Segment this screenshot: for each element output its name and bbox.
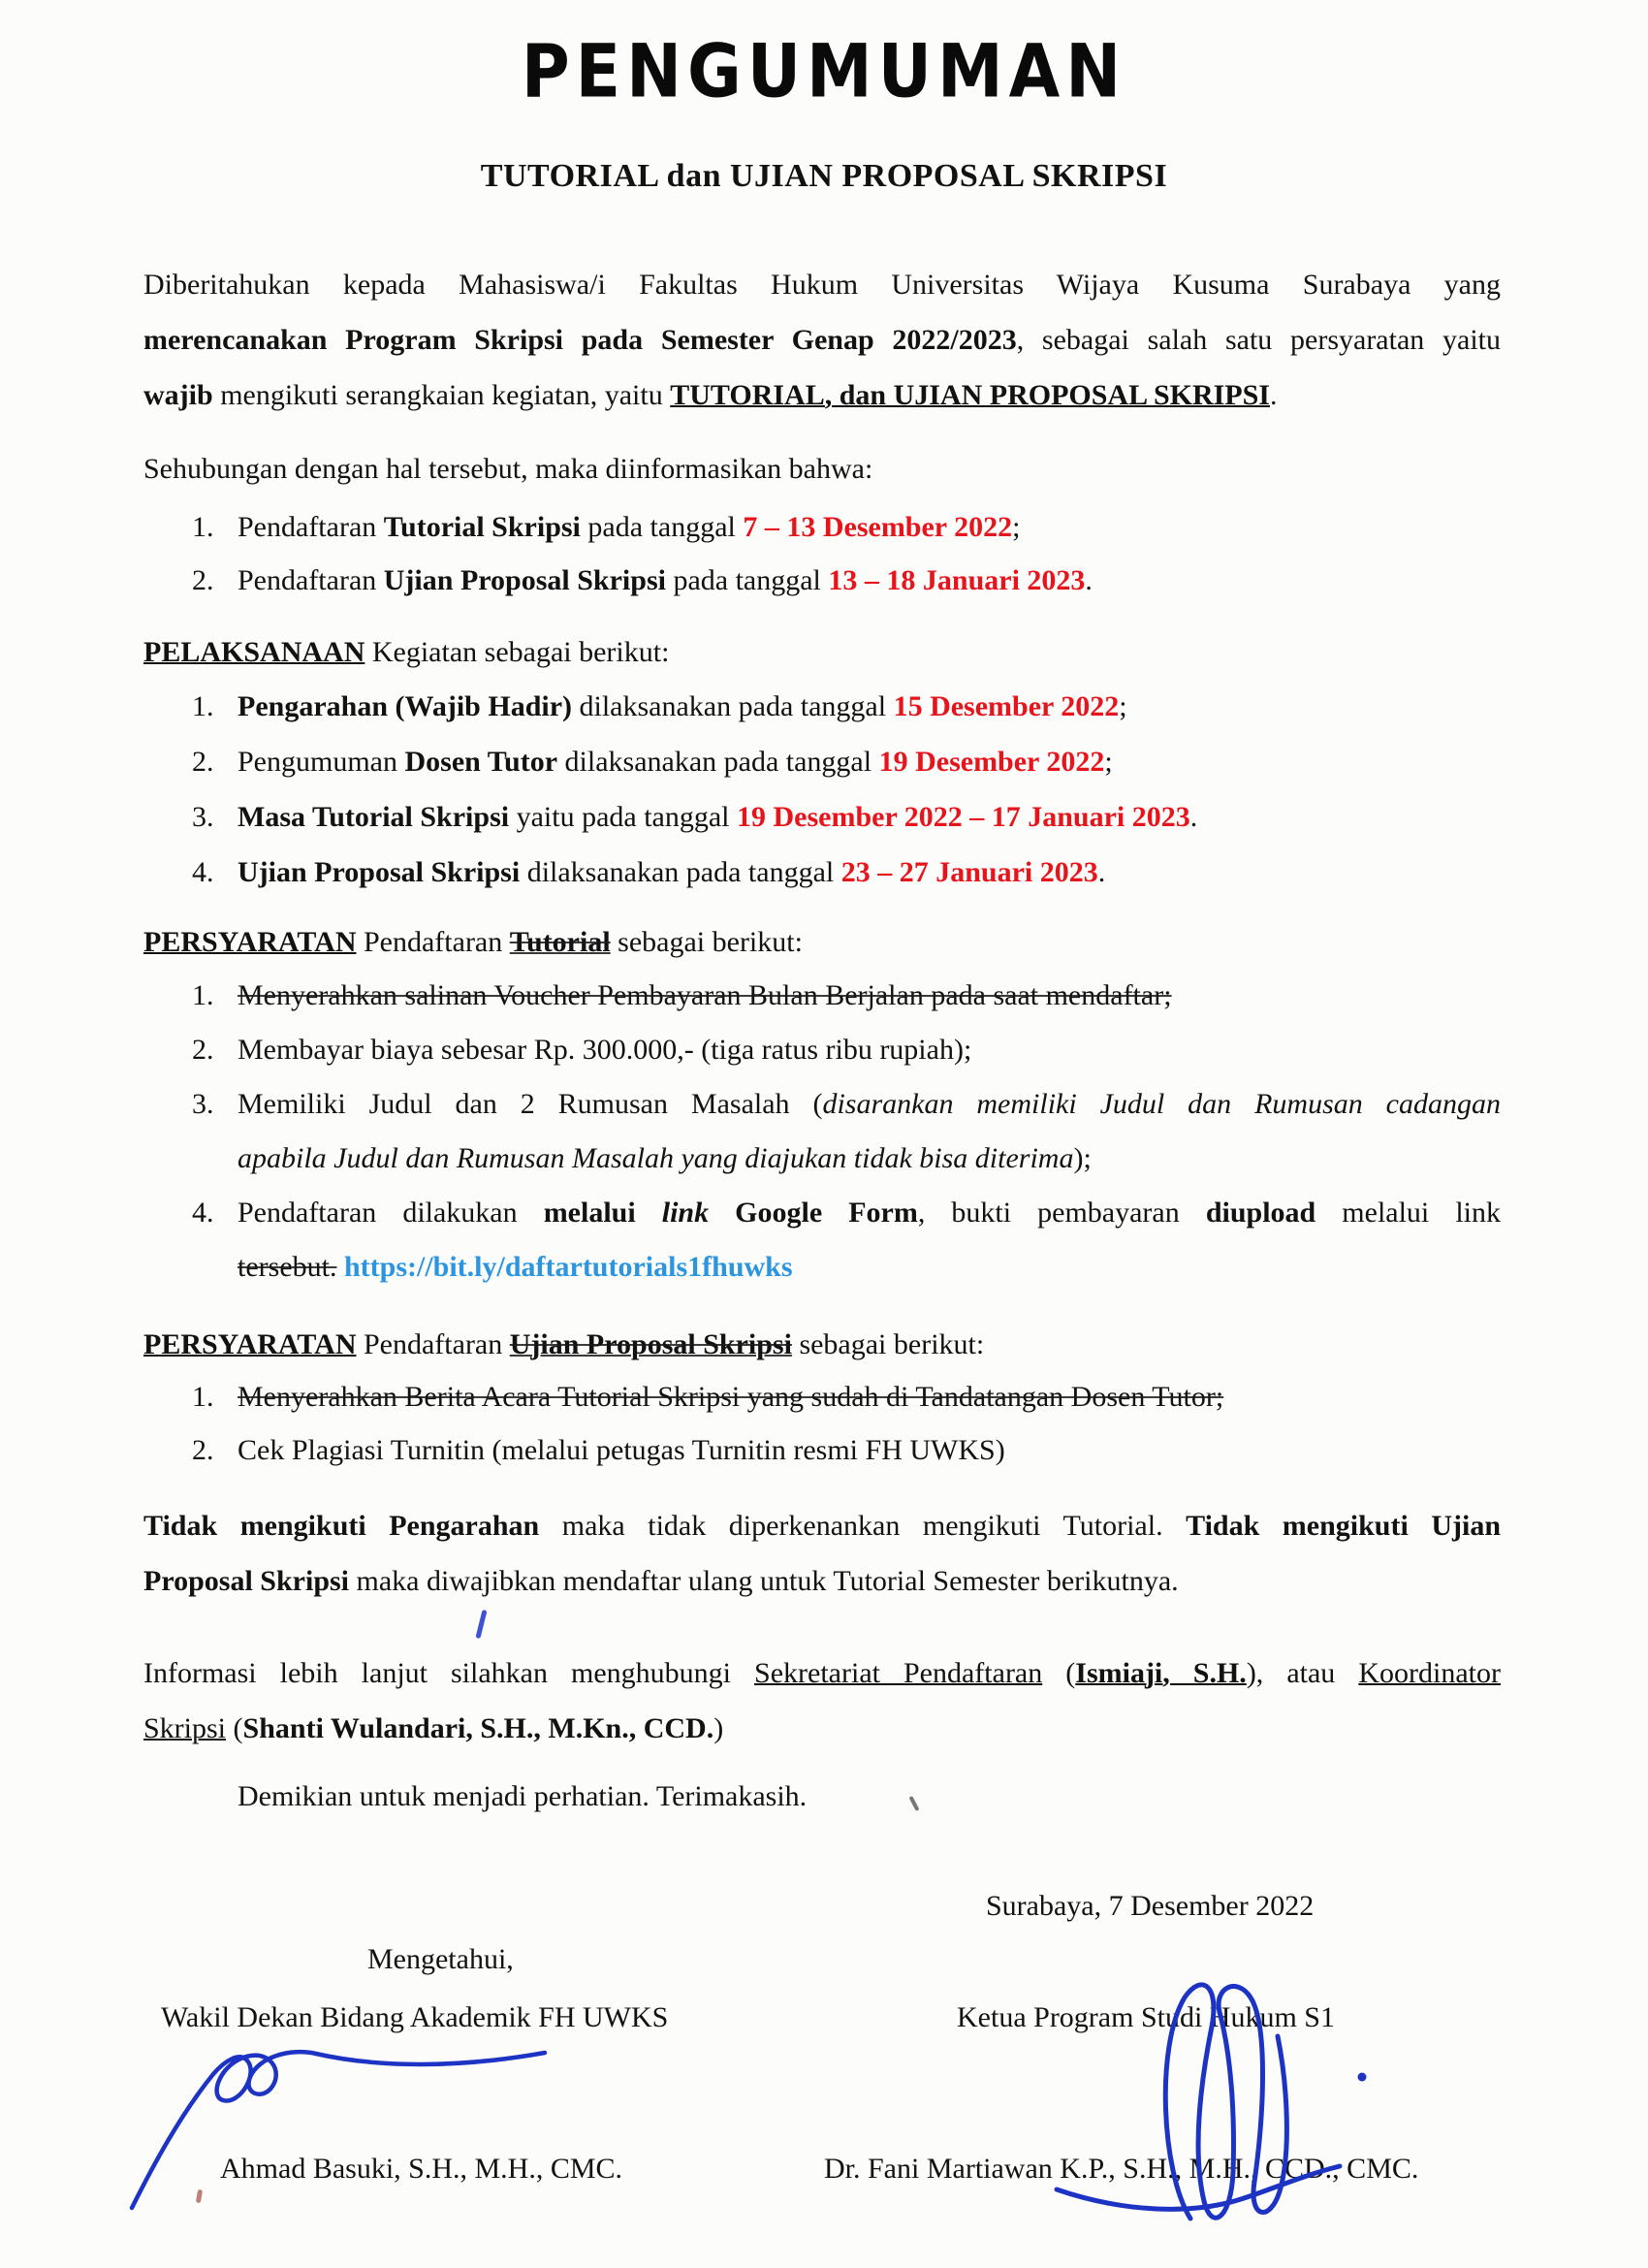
text-line [143,915,1501,969]
persyaratan-ujian-list [143,1370,1501,1477]
text-segment: , bukti pembayaran [917,1197,1206,1229]
list-item-text [238,500,1501,554]
text-segment: Proposal Skripsi [143,1565,350,1597]
list-item [143,1023,1501,1077]
place-date: Surabaya, 7 Desember 2022 [986,1890,1315,1922]
text-segment: PERSYARATAN [143,926,357,958]
text-segment: pada tanggal [665,564,829,596]
text-line [238,1240,1501,1294]
text-segment: diupload [1205,1197,1316,1229]
blue-pen-tick [475,1610,487,1639]
text-line [238,500,1501,554]
text-segment: mengikuti serangkaian kegiatan, yaitu [212,379,671,411]
text-segment: Kegiatan sebagai berikut: [364,636,670,668]
list-marker: 4. [192,856,214,888]
text-segment: 19 Desember 2022 [878,746,1105,778]
text-segment: dilaksanakan pada tanggal [572,690,894,722]
text-segment: ), atau [1246,1657,1359,1689]
list-item-text [238,1186,1501,1294]
text-segment: disarankan memiliki Judul dan Rumusan cadangan [822,1088,1501,1120]
intro-paragraph [143,257,1501,423]
text-segment [336,1251,344,1283]
text-segment: Demikian untuk menjadi perhatian. Terimakasih. [238,1780,808,1812]
list-item [143,734,1501,789]
text-segment: ( [1042,1657,1076,1689]
list-item [143,1077,1501,1186]
text-segment: Sekretariat Pendaftaran [754,1657,1043,1689]
registration-link[interactable]: https://bit.ly/daftartutorials1fhuwks [343,1251,793,1283]
text-segment: Masa Tutorial Skripsi [238,801,510,833]
list-item-text [238,734,1501,789]
text-line [238,1423,1501,1477]
text-segment: yaitu pada tanggal [509,801,737,833]
mengetahui-label: Mengetahui, [367,1943,514,1975]
list-item-text [238,1370,1501,1423]
text-segment: maka tidak diperkenankan mengikuti Tutorial. [539,1510,1187,1542]
persyaratan-tutorial-list [143,969,1501,1294]
text-segment: PERSYARATAN [143,1328,357,1360]
text-segment: melalui [543,1197,662,1229]
text-line [143,312,1501,367]
text-segment: Pendaftaran [356,1328,510,1360]
text-segment: tersebut. [238,1251,337,1283]
text-segment: Dosen Tutor [404,746,558,778]
text-segment: Pengarahan (Wajib Hadir) [238,690,573,722]
pelaksanaan-heading [143,625,1501,679]
text-line [238,845,1501,900]
closing-paragraph [238,1770,1498,1823]
text-segment: Sehubungan dengan hal tersebut, maka diinformasikan bahwa: [143,453,873,485]
text-segment: ) [713,1712,724,1744]
text-segment: 7 – 13 Desember 2022 [743,511,1013,543]
text-line [238,969,1501,1023]
text-segment: Tutorial [509,926,611,958]
text-segment: dilaksanakan pada tanggal [520,856,841,888]
list-marker: 3. [192,801,214,833]
list-marker: 1. [192,1381,214,1413]
text-segment: pada tanggal [580,511,744,543]
list-item-text [238,679,1501,734]
text-segment: 19 Desember 2022 – 17 Januari 2023 [737,801,1190,833]
text-line [238,1132,1501,1186]
list-item-text [238,554,1501,607]
list-item [143,1370,1501,1423]
text-segment: 23 – 27 Januari 2023 [840,856,1098,888]
text-line [238,789,1501,845]
text-segment: Ismiaji, S.H. [1075,1657,1247,1689]
text-line [143,625,1501,679]
text-segment: ; [1104,746,1113,778]
list-item-text [238,1423,1501,1477]
list-item [143,1423,1501,1477]
text-segment: Menyerahkan Berita Acara Tutorial Skripsi yang sudah di Tandatangan Dosen Tutor; [238,1381,1224,1413]
page-subtitle: TUTORIAL dan UJIAN PROPOSAL SKRIPSI [480,158,1168,194]
text-line [143,1498,1501,1553]
list-marker: 2. [192,564,214,596]
text-segment: ; [1012,511,1021,543]
text-line [143,1553,1501,1609]
text-segment: ); [1073,1142,1092,1174]
text-segment: Koordinator [1358,1657,1501,1689]
text-segment: . [1097,856,1106,888]
persyaratan-ujian-heading [143,1318,1501,1371]
text-segment: Diberitahukan kepada Mahasiswa/i Fakultas Hukum Universitas Wijaya Kusuma Surabaya yang [143,269,1501,301]
contact-paragraph [143,1645,1501,1756]
left-signer-role: Wakil Dekan Bidang Akademik FH UWKS [161,2001,669,2033]
warning-paragraph [143,1498,1501,1609]
text-segment: Ujian Proposal Skripsi [238,856,521,888]
list-item-text [238,1077,1501,1186]
list-item-text [238,789,1501,845]
text-segment: TUTORIAL, dan UJIAN PROPOSAL SKRIPSI [670,379,1270,411]
text-line [238,1077,1501,1132]
text-segment: , sebagai salah satu persyaratan yaitu [1016,324,1501,356]
right-signer-role: Ketua Program Studi Hukum S1 [957,2001,1335,2033]
right-signature [1047,1968,1415,2250]
text-segment: Pengumuman [238,746,405,778]
text-line [143,441,1501,496]
text-segment: apabila Judul dan Rumusan Masalah yang diajukan tidak bisa diterima [238,1142,1074,1174]
text-segment: Pendaftaran [238,564,384,596]
list-marker: 1. [192,690,214,722]
left-signer-name: Ahmad Basuki, S.H., M.H., CMC. [220,2153,623,2185]
text-segment: Ujian Proposal Skripsi [509,1328,792,1360]
text-segment: Tutorial Skripsi [383,511,581,543]
list-marker: 1. [192,511,214,543]
list-item [143,969,1501,1023]
list-marker: 2. [192,1434,214,1466]
right-signer-name: Dr. Fani Martiawan K.P., S.H., M.H., CCD., CMC. [824,2153,1419,2185]
page-title: PENGUMUMAN [521,29,1127,115]
text-line [143,1318,1501,1371]
text-line [238,1370,1501,1423]
text-segment: Menyerahkan salinan Voucher Pembayaran Bulan Berjalan pada saat mendaftar; [238,979,1172,1011]
list-marker: 1. [192,979,214,1011]
text-segment: melalui link [1315,1197,1501,1229]
text-segment: Pendaftaran dilakukan [238,1197,544,1229]
text-segment: Ujian Proposal Skripsi [383,564,666,596]
text-segment: 13 – 18 Januari 2023 [828,564,1086,596]
list-item [143,845,1501,900]
text-line [238,734,1501,789]
text-segment: Informasi lebih lanjut silahkan menghubungi [143,1657,755,1689]
text-segment: Pendaftaran [356,926,510,958]
text-segment: Shanti Wulandari, S.H., M.Kn., CCD. [242,1712,714,1744]
list-item-text [238,845,1501,900]
ink-dot [1358,2073,1367,2082]
text-segment: Google Form [709,1197,918,1229]
text-segment: Tidak mengikuti Ujian [1186,1510,1502,1542]
persyaratan-tutorial-heading [143,915,1501,969]
list-item [143,789,1501,845]
text-segment: PELAKSANAAN [143,636,365,668]
text-line [143,1645,1501,1701]
text-segment: . [1085,564,1093,596]
text-segment: Memiliki Judul dan 2 Rumusan Masalah ( [238,1088,823,1120]
text-line [238,1770,1498,1823]
text-line [238,554,1501,607]
left-signature [116,2022,572,2216]
text-segment: Membayar biaya sebesar Rp. 300.000,- (tiga ratus ribu rupiah); [238,1034,972,1066]
text-segment: Cek Plagiasi Turnitin (melalui petugas Turnitin resmi FH UWKS) [238,1434,1005,1466]
text-segment: dilaksanakan pada tanggal [557,746,879,778]
text-line [143,367,1501,423]
text-line [238,679,1501,734]
list-marker: 2. [192,746,214,778]
pelaksanaan-list [143,679,1501,900]
text-segment: merencanakan Program Skripsi pada Semester Genap 2022/2023 [143,324,1017,356]
text-segment: sebagai berikut: [791,1328,985,1360]
registration-schedule-list [143,500,1501,607]
text-line [143,257,1501,312]
text-segment: maka diwajibkan mendaftar ulang untuk Tutorial Semester berikutnya. [349,1565,1179,1597]
text-segment: sebagai berikut: [610,926,803,958]
text-segment: Pendaftaran [238,511,384,543]
list-item [143,554,1501,607]
text-segment: 15 Desember 2022 [893,690,1120,722]
text-segment: wajib [143,379,213,411]
list-item-text [238,1023,1501,1077]
list-item [143,500,1501,554]
text-segment: Tidak mengikuti Pengarahan [143,1510,540,1542]
text-segment: ; [1119,690,1127,722]
text-segment: . [1189,801,1198,833]
list-item [143,679,1501,734]
text-segment: ( [226,1712,243,1744]
list-item [143,1186,1501,1294]
text-line [238,1186,1501,1240]
list-marker: 4. [192,1197,214,1229]
text-segment: Skripsi [143,1712,227,1744]
list-marker: 2. [192,1034,214,1066]
list-marker: 3. [192,1088,214,1120]
text-segment: link [661,1197,710,1229]
text-line [238,1023,1501,1077]
text-line [143,1701,1501,1756]
text-segment: . [1269,379,1278,411]
list-item-text [238,969,1501,1023]
info-paragraph [143,441,1501,496]
